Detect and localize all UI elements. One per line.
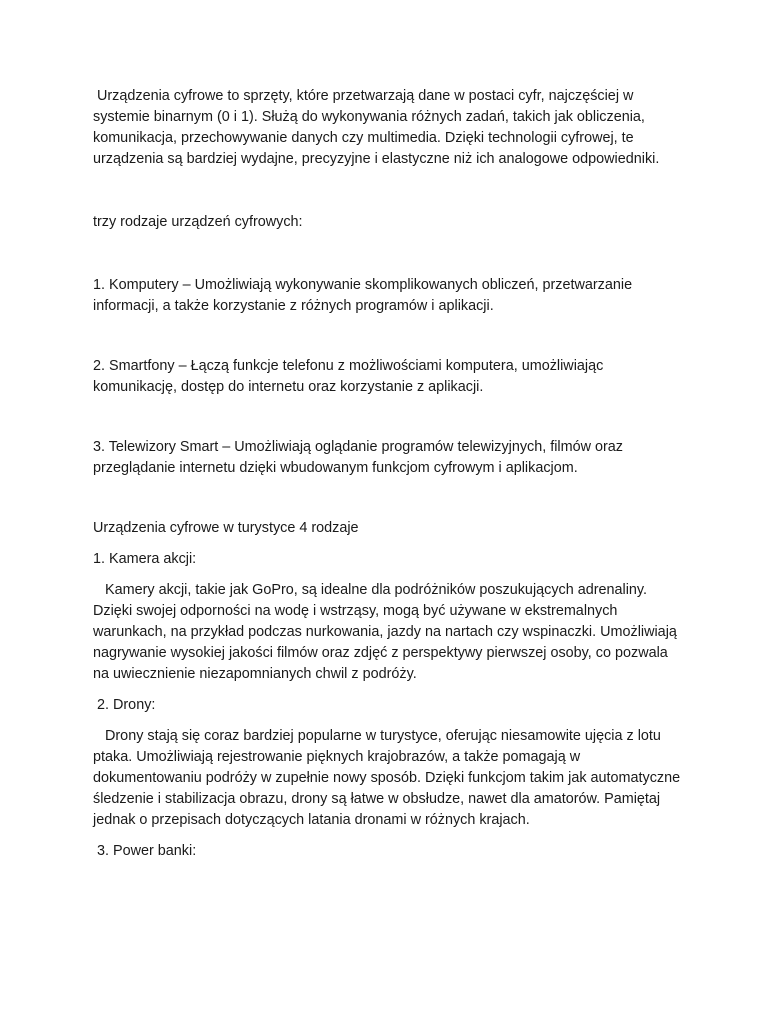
spacer [93,831,683,841]
spacer [93,170,683,212]
spacer [93,398,683,437]
spacer [93,685,683,695]
spacer [93,716,683,726]
spacer [93,479,683,518]
spacer [93,317,683,356]
intro-paragraph: Urządzenia cyfrowe to sprzęty, które przetwarzają dane w postaci cyfr, najczęściej w systemie binarnym (0 i 1). Służą do wykonywania różnych zadań, takich jak obliczenia, komunikacja, przechowywanie danych czy multimedia. Dzięki technologii cyfrowej, te urządzenia są bardziej wydajne, precyzyjne i elastyczne niż ich analogowe odpowiedniki. [93,88,660,167]
document-page [93,86,683,862]
tourism-item-title: 1. Kamera akcji: [93,551,197,567]
types-heading: trzy rodzaje urządzeń cyfrowych: [93,214,303,230]
spacer [93,233,683,275]
spacer [93,570,683,580]
spacer [93,539,683,549]
type-item-smartphones: 2. Smartfony – Łączą funkcje telefonu z możliwościami komputera, umożliwiając komunikację, dostęp do internetu oraz korzystanie z aplikacji. [93,358,608,395]
tourism-item-body: Kamery akcji, takie jak GoPro, są idealne dla podróżników poszukujących adrenaliny. Dzięki swojej odporności na wodę i wstrząsy, mogą być używane w ekstremalnych warunkach, na przykład podczas nurkowania, jazdy na nartach czy wspinaczki. Umożliwiają nagrywanie wysokiej jakości filmów oraz zdjęć z perspektywy pierwszej osoby, co pozwala na uwiecznienie niezapomnianych chwil z podróży. [93,582,681,682]
type-item-smart-tv: 3. Telewizory Smart – Umożliwiają oglądanie programów telewizyjnych, filmów oraz przeglądanie internetu dzięki wbudowanym funkcjom cyfrowym i aplikacjom. [93,439,627,476]
tourism-heading: Urządzenia cyfrowe w turystyce 4 rodzaje [93,520,359,536]
tourism-item-body: Drony stają się coraz bardziej popularne w turystyce, oferując niesamowite ujęcia z lotu ptaka. Umożliwiają rejestrowanie pięknych krajobrazów, a także pomagają w dokumentowaniu podróży w zupełnie nowy sposób. Dzięki funkcjom takim jak automatyczne śledzenie i stabilizacja obrazu, drony są łatwe w obsłudze, nawet dla amatorów. Pamiętaj jednak o przepisach dotyczących latania dronami w różnych krajach. [93,728,685,828]
tourism-item-title: 2. Drony: [93,697,156,713]
type-item-computers: 1. Komputery – Umożliwiają wykonywanie skomplikowanych obliczeń, przetwarzanie informacji, a także korzystanie z różnych programów i aplikacji. [93,277,637,314]
tourism-item-title: 3. Power banki: [93,843,197,859]
